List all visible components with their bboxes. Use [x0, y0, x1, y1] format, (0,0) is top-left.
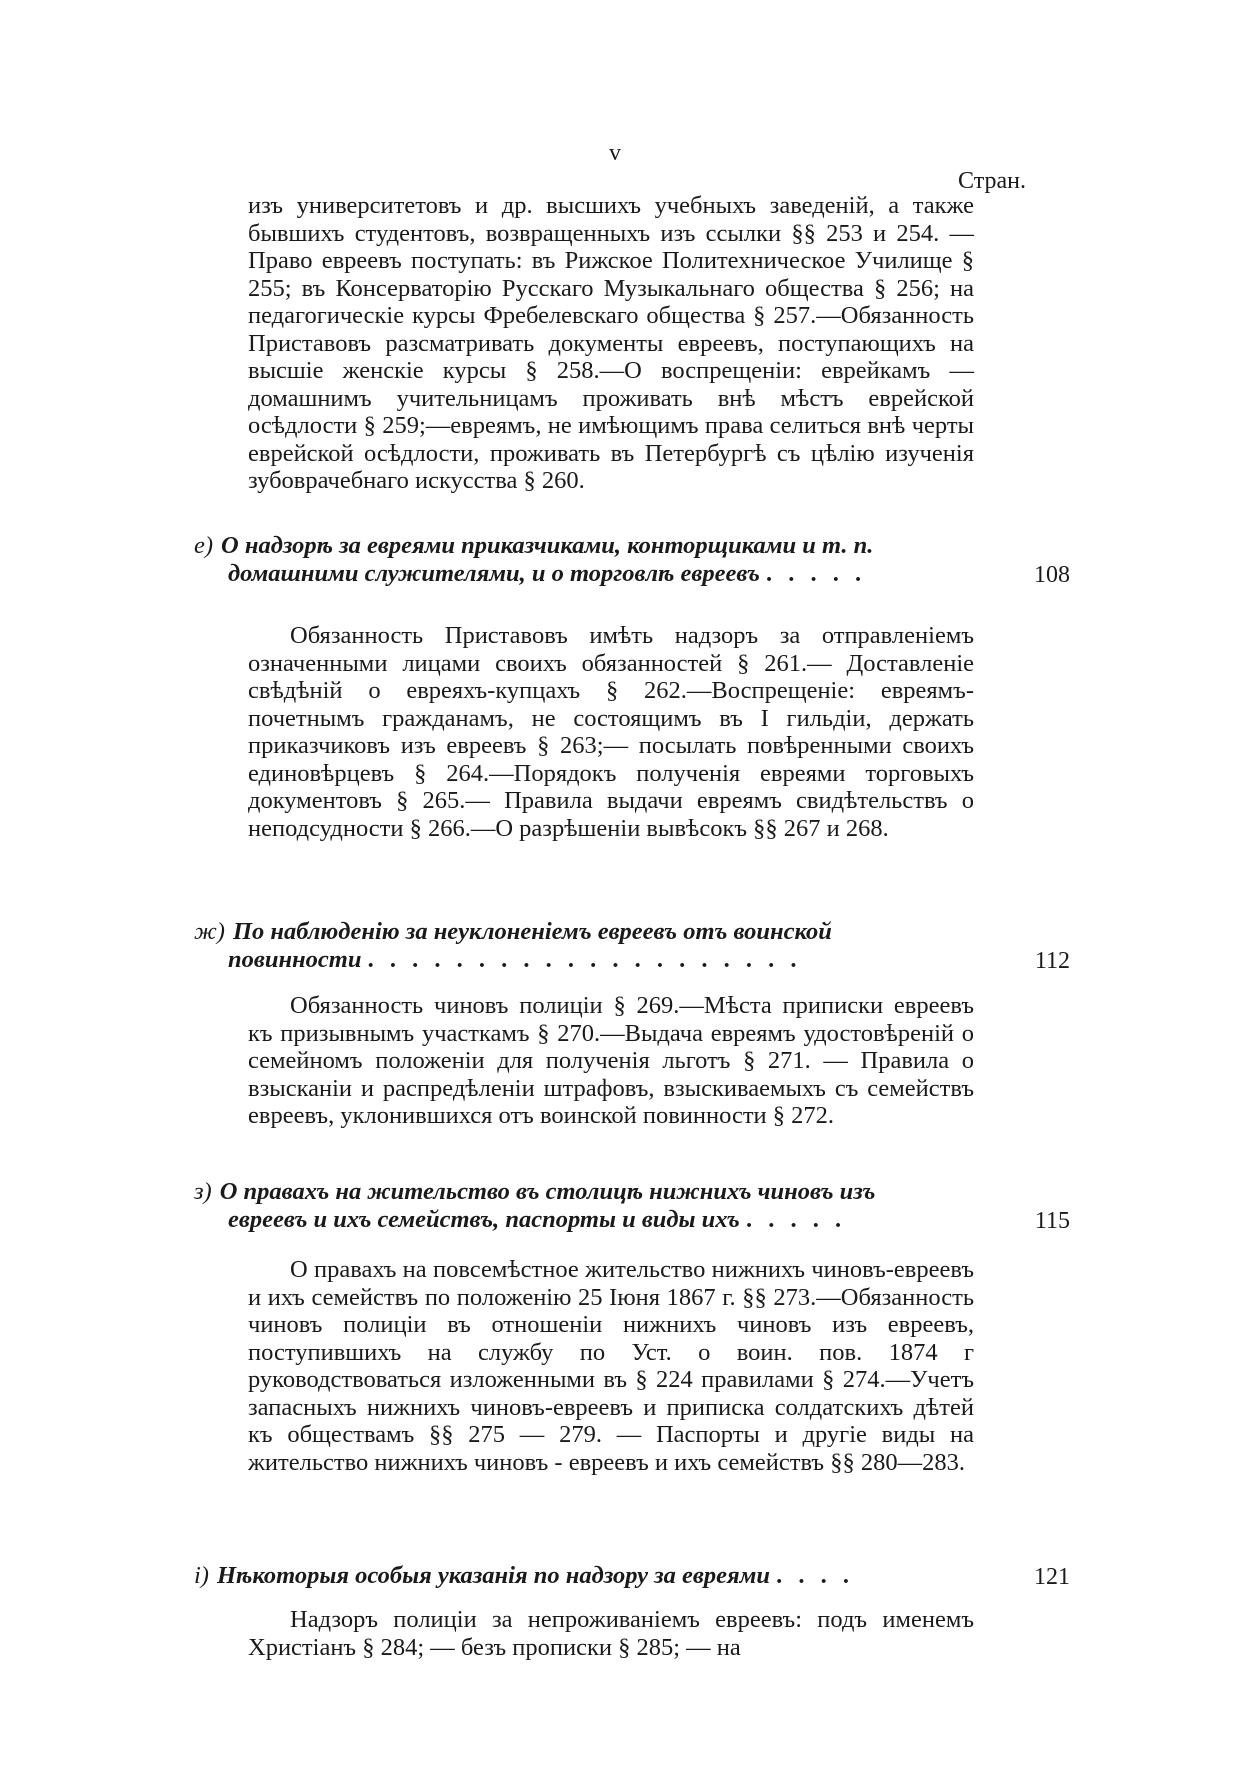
section-body: Обязанность чиновъ полиціи § 269.—Мѣста приписки евреевъ къ призывнымъ участкамъ § 270.—Выдача евреямъ удостовѣреній о семейномъ положеніи для полученія льготъ § 271. — Правила о взысканіи и распредѣленіи штрафовъ, взыскиваемыхъ съ семействъ евреевъ, уклонившихся отъ воинской повинности § 272.: [248, 992, 974, 1129]
section-heading-z: [194, 1178, 982, 1234]
leader-dots: . . . . .: [765, 560, 867, 587]
section-body: Обязанность Приставовъ имѣть надзоръ за отправленіемъ означенными лицами своихъ обязанностей § 261.— Доставленіе свѣдѣній о евреяхъ-купцахъ § 262.—Воспрещеніе: евреямъ-почетнымъ гражданамъ, не состоящимъ въ I гильдіи, держать приказчиковъ изъ евреевъ § 263;— посылать повѣренными своихъ единовѣрцевъ § 264.—Порядокъ полученія евреями торговыхъ документовъ § 265.— Правила выдачи евреямъ свидѣтельствъ о неподсудности § 266.—О разрѣшеніи вывѣсокъ §§ 267 и 268.: [248, 622, 974, 842]
section-page-ref: 108: [1034, 562, 1070, 588]
section-letter: е): [194, 532, 214, 559]
section-title-line: Нѣкоторыя особыя указанія по надзору за евреями: [216, 1562, 771, 1589]
page-column-header: Стран.: [958, 168, 1026, 194]
section-heading-zh: [194, 918, 982, 974]
section-body: Надзоръ полиціи за непроживаніемъ евреевъ: подъ именемъ Христіанъ § 284; — безъ прописки § 285; — на: [248, 1606, 974, 1661]
section-page-ref: 115: [1034, 1208, 1070, 1234]
section-title-line: домашними служителями, и о торговлѣ евреевъ: [228, 560, 760, 587]
leader-dots: . . . . .: [745, 1206, 847, 1233]
section-body-continued: изъ университетовъ и др. высшихъ учебныхъ заведеній, а также бывшихъ студентовъ, возвращенныхъ изъ ссылки §§ 253 и 254. — Право евреевъ поступать: въ Рижское Политехническое Училище § 255; въ Консерваторію Русскаго Музыкальнаго общества § 256; на педагогическіе курсы Фребелевскаго общества § 257.—Обязанность Приставовъ разсматривать документы евреевъ, поступающихъ на высшіе женскіе курсы § 258.—О воспрещеніи: еврейкамъ — домашнимъ учительницамъ проживать внѣ мѣстъ еврейской осѣдлости § 259;—евреямъ, не имѣющимъ права селиться внѣ черты еврейской осѣдлости, проживать въ Петербургѣ съ цѣлію изученія зубоврачебнаго искусства § 260.: [248, 192, 974, 494]
section-title-line: По наблюденію за неуклоненіемъ евреевъ отъ воинской: [232, 918, 832, 945]
section-letter: ж): [194, 918, 225, 945]
section-heading-e: [194, 532, 982, 588]
section-letter: з): [194, 1178, 212, 1205]
section-title-line: О надзорѣ за евреями приказчиками, конторщиками и т. п.: [221, 532, 874, 559]
section-letter: і): [194, 1562, 209, 1589]
section-title-line: евреевъ и ихъ семействъ, паспорты и виды ихъ: [228, 1206, 740, 1233]
page-number: v: [609, 140, 621, 166]
section-page-ref: 112: [1034, 948, 1070, 974]
section-heading-i: [194, 1562, 982, 1590]
section-title-line: О правахъ на жительство въ столицѣ нижнихъ чиновъ изъ: [219, 1178, 876, 1205]
section-page-ref: 121: [1034, 1564, 1070, 1590]
section-title-line: повинности: [228, 946, 362, 973]
leader-dots: . . . .: [776, 1562, 855, 1589]
section-body: О правахъ на повсемѣстное жительство нижнихъ чиновъ-евреевъ и ихъ семействъ по положенію 25 Іюня 1867 г. §§ 273.—Обязанность чиновъ полиціи въ отношеніи нижнихъ чиновъ изъ евреевъ, поступившихъ на службу по Уст. о воин. пов. 1874 г руководствоваться изложенными въ § 224 правилами § 274.—Учетъ запасныхъ нижнихъ чиновъ-евреевъ и приписка солдатскихъ дѣтей къ обществамъ §§ 275 — 279. — Паспорты и другіе виды на жительство нижнихъ чиновъ - евреевъ и ихъ семействъ §§ 280—283.: [248, 1256, 974, 1476]
leader-dots: . . . . . . . . . . . . . . . . . . . .: [367, 946, 802, 973]
